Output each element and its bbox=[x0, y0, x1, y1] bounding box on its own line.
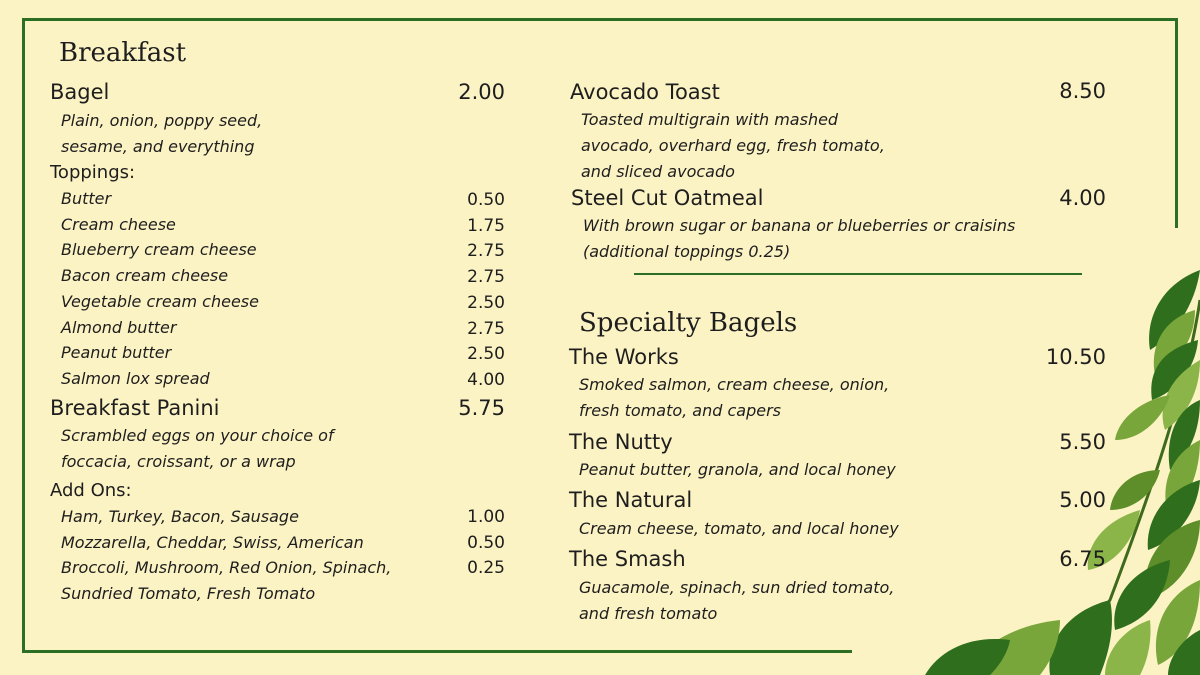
bagel-desc-line: sesame, and everything bbox=[61, 137, 255, 156]
the-smash-name: The Smash bbox=[569, 547, 686, 571]
topping-price: 2.50 bbox=[467, 344, 505, 364]
topping-name: Bacon cream cheese bbox=[61, 266, 229, 285]
oatmeal-name: Steel Cut Oatmeal bbox=[571, 186, 764, 210]
the-nutty-price: 5.50 bbox=[1059, 430, 1106, 454]
oatmeal-desc-line: (additional toppings 0.25) bbox=[583, 242, 791, 261]
the-smash-price: 6.75 bbox=[1059, 547, 1106, 571]
topping-name: Blueberry cream cheese bbox=[61, 240, 257, 259]
the-works-name: The Works bbox=[569, 345, 679, 369]
topping-name: Peanut butter bbox=[61, 343, 172, 362]
the-natural-desc-line: Cream cheese, tomato, and local honey bbox=[579, 519, 899, 538]
topping-price: 0.50 bbox=[467, 190, 505, 210]
topping-price: 2.50 bbox=[467, 293, 505, 313]
the-nutty-name: The Nutty bbox=[569, 430, 673, 454]
avocado-toast-price: 8.50 bbox=[1059, 79, 1106, 103]
bagel-name: Bagel bbox=[50, 80, 110, 104]
topping-price: 1.75 bbox=[467, 216, 505, 236]
topping-price: 4.00 bbox=[467, 370, 505, 390]
topping-name: Cream cheese bbox=[61, 215, 176, 234]
bagel-desc-line: Plain, onion, poppy seed, bbox=[61, 111, 263, 130]
addon-price: 0.50 bbox=[467, 533, 505, 553]
bagel-price: 2.00 bbox=[458, 80, 505, 104]
avocado-toast-desc-line: Toasted multigrain with mashed bbox=[581, 110, 839, 129]
addon-name: Ham, Turkey, Bacon, Sausage bbox=[61, 507, 299, 526]
avocado-toast-desc-line: and sliced avocado bbox=[581, 162, 735, 181]
breakfast-title: Breakfast bbox=[59, 38, 187, 68]
avocado-toast-desc-line: avocado, overhard egg, fresh tomato, bbox=[581, 136, 885, 155]
topping-name: Almond butter bbox=[61, 318, 177, 337]
specialty-bagels-title: Specialty Bagels bbox=[579, 308, 798, 338]
the-smash-desc-line: Guacamole, spinach, sun dried tomato, bbox=[579, 578, 895, 597]
addon-name: Broccoli, Mushroom, Red Onion, Spinach, bbox=[61, 558, 392, 577]
the-natural-price: 5.00 bbox=[1059, 488, 1106, 512]
the-natural-name: The Natural bbox=[569, 488, 693, 512]
leaf-branch-icon bbox=[925, 270, 1200, 675]
topping-price: 2.75 bbox=[467, 267, 505, 287]
panini-desc-line: foccacia, croissant, or a wrap bbox=[61, 452, 296, 471]
panini-name: Breakfast Panini bbox=[50, 396, 220, 420]
addon-price: 0.25 bbox=[467, 558, 505, 578]
the-smash-desc-line: and fresh tomato bbox=[579, 604, 718, 623]
panini-price: 5.75 bbox=[458, 396, 505, 420]
oatmeal-price: 4.00 bbox=[1059, 186, 1106, 210]
the-works-desc-line: Smoked salmon, cream cheese, onion, bbox=[579, 375, 890, 394]
topping-name: Butter bbox=[61, 189, 112, 208]
topping-name: Salmon lox spread bbox=[61, 369, 210, 388]
topping-name: Vegetable cream cheese bbox=[61, 292, 259, 311]
oatmeal-desc-line: With brown sugar or banana or blueberries or craisins bbox=[583, 216, 1016, 235]
the-works-price: 10.50 bbox=[1045, 345, 1106, 369]
addon-name: Mozzarella, Cheddar, Swiss, American bbox=[61, 533, 364, 552]
avocado-toast-name: Avocado Toast bbox=[570, 80, 720, 104]
panini-desc-line: Scrambled eggs on your choice of bbox=[61, 426, 334, 445]
the-works-desc-line: fresh tomato, and capers bbox=[579, 401, 782, 420]
addons-label: Add Ons: bbox=[50, 480, 132, 501]
the-nutty-desc-line: Peanut butter, granola, and local honey bbox=[579, 460, 896, 479]
topping-price: 2.75 bbox=[467, 241, 505, 261]
toppings-label: Toppings: bbox=[50, 162, 136, 183]
addon-name: Sundried Tomato, Fresh Tomato bbox=[61, 584, 316, 603]
addon-price: 1.00 bbox=[467, 507, 505, 527]
topping-price: 2.75 bbox=[467, 319, 505, 339]
